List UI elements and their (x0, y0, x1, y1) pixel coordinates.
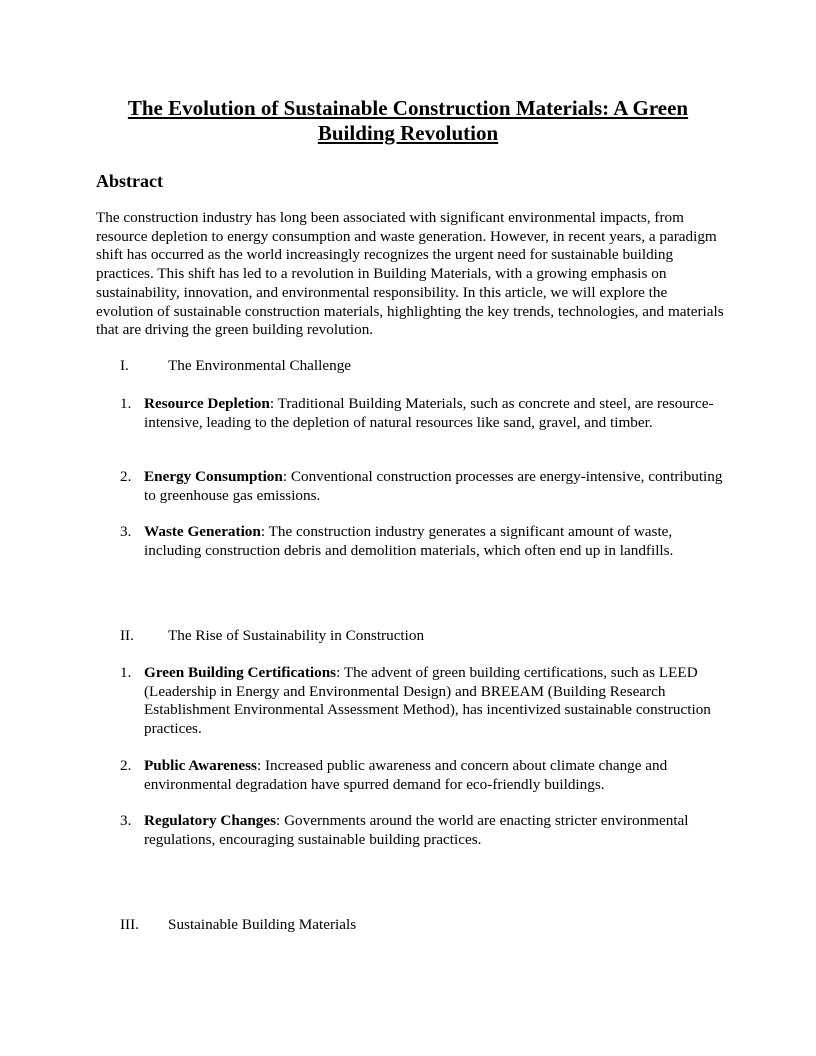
section-heading-3 (120, 916, 356, 935)
list-item-description: : Increased public awareness and concern about climate change and environmental degradation have spurred demand for eco-friendly buildings. (144, 757, 668, 793)
abstract-heading: Abstract (96, 171, 163, 191)
list-item-text (144, 757, 726, 794)
section-numeral: II. (120, 627, 134, 644)
list-item-text (144, 812, 726, 849)
list-item-number: 2. (120, 468, 132, 485)
list-item-number: 3. (120, 523, 132, 540)
list-item-description: : Traditional Building Materials, such as concrete and steel, are resource-intensive, leading to the depletion of natural resources like sand, gravel, and timber. (144, 395, 714, 431)
list-item (120, 523, 726, 560)
list-item (120, 757, 726, 794)
list-item-text (144, 523, 726, 560)
section-title: Sustainable Building Materials (168, 916, 357, 933)
list-item-description: : Governments around the world are enacting stricter environmental regulations, encouraging sustainable building practices. (144, 812, 689, 848)
abstract-paragraph: The construction industry has long been associated with significant environmental impacts, from resource depletion to energy consumption and waste generation. However, in recent years, a paradigm shift has occurred as the world increasingly recognizes the urgent need for sustainable building practices. This shift has led to a revolution in Building Materials, with a growing emphasis on sustainability, innovation, and environmental responsibility. In this article, we will explore the evolution of sustainable construction materials, highlighting the key trends, technologies, and materials that are driving the green building revolution. (96, 209, 724, 339)
list-item-text (144, 664, 726, 739)
list-item-term: Public Awareness (144, 757, 257, 774)
section-numeral: III. (120, 916, 139, 933)
list-item (120, 812, 726, 849)
section-heading-1 (120, 357, 351, 376)
list-item-term: Waste Generation (144, 523, 261, 540)
list-item-text (144, 395, 726, 432)
section-title: The Environmental Challenge (168, 357, 352, 374)
list-item (120, 664, 726, 739)
list-item-description: : The construction industry generates a significant amount of waste, including construction debris and demolition materials, which often end up in landfills. (144, 523, 674, 559)
section-title: The Rise of Sustainability in Construction (168, 627, 425, 644)
section-numeral: I. (120, 357, 129, 374)
list-item (120, 395, 726, 432)
list-item-number: 3. (120, 812, 132, 829)
list-item-text (144, 468, 726, 505)
list-item-number: 1. (120, 664, 132, 681)
list-item-term: Energy Consumption (144, 468, 283, 485)
list-item-term: Green Building Certifications (144, 664, 337, 681)
section-heading-2 (120, 627, 424, 646)
list-item (120, 468, 726, 505)
list-item-description: : Conventional construction processes are energy-intensive, contributing to greenhouse gas emissions. (144, 468, 723, 504)
list-item-description: : The advent of green building certifications, such as LEED (Leadership in Energy and Environmental Design) and BREEAM (Building Research Establishment Environmental Assessment Method), has incentivized sustainable construction practices. (144, 664, 711, 738)
page-title: The Evolution of Sustainable Construction Materials: A Green Building Revolution (127, 96, 689, 145)
list-item-number: 2. (120, 757, 132, 774)
list-item-number: 1. (120, 395, 132, 412)
list-item-term: Regulatory Changes (144, 812, 277, 829)
list-item-term: Resource Depletion (144, 395, 270, 412)
